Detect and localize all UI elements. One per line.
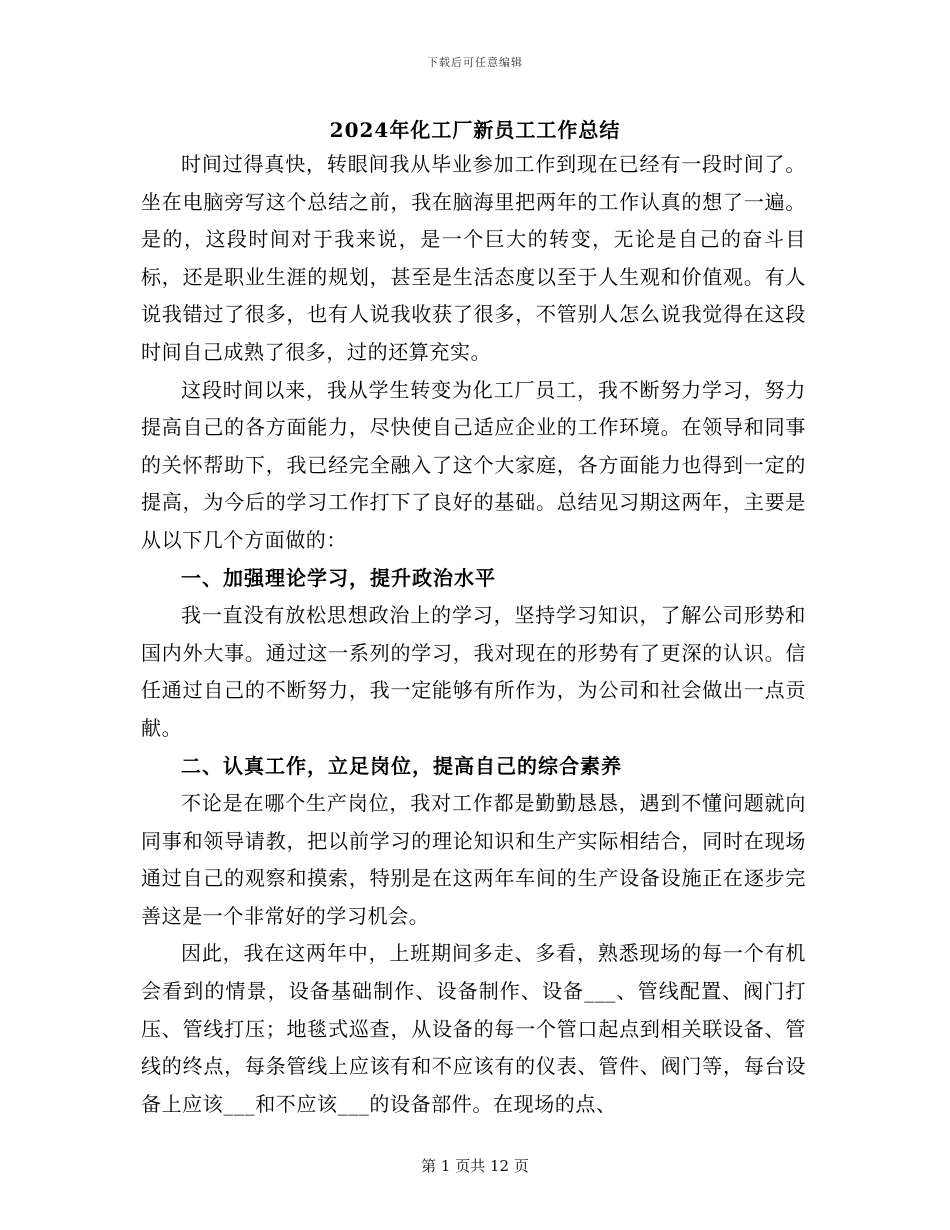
paragraph-intro: 时间过得真快，转眼间我从毕业参加工作到现在已经有一段时间了。坐在电脑旁写这个总结之前，我在脑海里把两年的工作认真的想了一遍。是的，这段时间对于我来说，是一个巨大的转变，无论是自己的奋斗目标，还是职业生涯的规划，甚至是生活态度以至于人生观和价值观。有人说我错过了很多，也有人说我收获了很多，不管别人怎么说我觉得在这段时间自己成熟了很多，过的还算充实。 [141,152,806,364]
page-number: 第 1 页共 12 页 [421,1157,529,1175]
section-heading-theory-study: 一、加强理论学习，提升政治水平 [181,565,496,590]
paragraph-work-attitude: 不论是在哪个生产岗位，我对工作都是勤勤恳恳，遇到不懂问题就向同事和领导请教，把以前学习的理论知识和生产实际相结合，同时在现场通过自己的观察和摸索，特别是在这两年车间的生产设备设施正在逐步完善这是一个非常好的学习机会。 [141,791,806,928]
document-body [141,146,806,1123]
paragraph-transition: 这段时间以来，我从学生转变为化工厂员工，我不断努力学习，努力提高自己的各方面能力，尽快使自己适应企业的工作环境。在领导和同事的关怀帮助下，我已经完全融入了这个大家庭，各方面能力也得到一定的提高，为今后的学习工作打下了良好的基础。总结见习期这两年，主要是从以下几个方面做的： [141,377,806,552]
paragraph-theory-study: 我一直没有放松思想政治上的学习，坚持学习知识，了解公司形势和国内外大事。通过这一系列的学习，我对现在的形势有了更深的认识。信任通过自己的不断努力，我一定能够有所作为，为公司和社会做出一点贡献。 [141,603,806,740]
section-heading-work-quality: 二、认真工作，立足岗位，提高自己的综合素养 [181,753,622,778]
page-header-note: 下载后可任意编辑 [427,56,523,69]
paragraph-site-learning: 因此，我在这两年中，上班期间多走、多看，熟悉现场的每一个有机会看到的情景，设备基础制作、设备制作、设备___、管线配置、阀门打压、管线打压；地毯式巡查，从设备的每一个管口起点到相关联设备、管线的终点，每条管线上应该有和不应该有的仪表、管件、阀门等，每台设备上应该___和不应该___的设备部件。在现场的点、 [141,941,806,1116]
document-title: 2024年化工厂新员工工作总结 [329,118,621,142]
